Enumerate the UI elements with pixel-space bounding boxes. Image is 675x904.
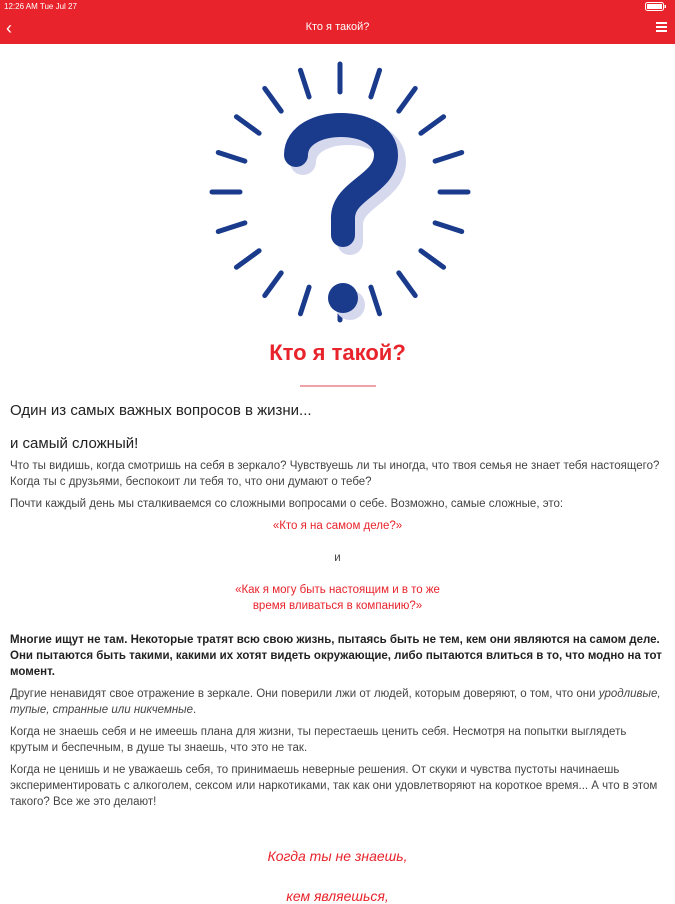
- quote-2-line-2: время вливаться в компанию?»: [252, 600, 423, 612]
- closing-line-2: кем являешься,: [286, 888, 389, 904]
- ray-line: [435, 152, 462, 161]
- ray-line: [236, 251, 259, 267]
- quote-2: [10, 582, 665, 614]
- lead-line-2: и самый сложный!: [10, 435, 139, 452]
- status-bar: [0, 0, 675, 14]
- paragraph-3-emphasis: уродливые, тупые, странные или никчемные: [10, 688, 661, 716]
- paragraph-5: Когда не ценишь и не уважаешь себя, то принимаешь неверные решения. От скуки и чувства пустоты начинаешь экспериментировать с алкоголем, сексом или наркотиками, так как они удовлетворяют на короткое время... А что в этом такого? Все же это делают!: [10, 764, 658, 808]
- ray-line: [265, 273, 281, 296]
- hamburger-icon[interactable]: [656, 20, 667, 34]
- paragraph-3: [10, 686, 665, 718]
- ray-line: [300, 287, 309, 314]
- ray-line: [421, 117, 444, 133]
- nav-title: Кто я такой?: [305, 21, 370, 33]
- battery-icon: [645, 2, 667, 13]
- closing-line-1: Когда ты не знаешь,: [267, 848, 408, 864]
- conjunction-text: и: [334, 552, 341, 564]
- status-time: 12:26 AM Tue Jul 27: [4, 2, 77, 11]
- paragraph-1: Что ты видишь, когда смотришь на себя в зеркало? Чувствуешь ли ты иногда, что твоя семья не знает тебя настоящего? Когда ты с друзьями, беспокоит ли тебя то, что они думают о тебе?: [10, 460, 660, 488]
- ray-line: [399, 88, 415, 111]
- heading-divider: [300, 385, 376, 387]
- lead-line-1: Один из самых важных вопросов в жизни...: [10, 402, 312, 419]
- ray-line: [399, 273, 415, 296]
- ray-line: [435, 223, 462, 232]
- ray-line: [300, 70, 309, 97]
- paragraph-3-end: .: [193, 704, 197, 716]
- paragraph-2: Почти каждый день мы сталкиваемся со сложными вопросами о себе. Возможно, самые сложные, это:: [10, 498, 564, 510]
- page-heading: Кто я такой?: [269, 340, 406, 365]
- ray-line: [371, 287, 380, 314]
- navigation-bar: [0, 14, 675, 44]
- ray-line: [236, 117, 259, 133]
- article-body: [10, 402, 665, 904]
- paragraph-3-text: Другие ненавидят свое отражение в зеркале. Они поверили лжи от людей, которым доверяют, о том, что они: [10, 688, 599, 700]
- ray-line: [218, 223, 245, 232]
- ray-line: [218, 152, 245, 161]
- quote-2-line-1: «Как я могу быть настоящим и в то же: [235, 584, 440, 596]
- quote-1: «Кто я на самом деле?»: [272, 520, 403, 532]
- ray-line: [265, 88, 281, 111]
- ray-line: [371, 70, 380, 97]
- bold-paragraph: Многие ищут не там. Некоторые тратят всю свою жизнь, пытаясь быть не тем, кем они являются на самом деле. Они пытаются быть такими, какими их хотят видеть окружающие, либо пытаются влиться в то, что модно на тот момент.: [10, 634, 662, 678]
- ray-line: [421, 251, 444, 267]
- paragraph-4: Когда не знаешь себя и не имеешь плана для жизни, ты перестаешь ценить себя. Несмотря на попытки выглядеть крутым и беспечным, в душе ты знаешь, что это не так.: [10, 726, 627, 754]
- back-button[interactable]: ‹: [6, 18, 12, 38]
- question-mark-icon: [195, 50, 485, 335]
